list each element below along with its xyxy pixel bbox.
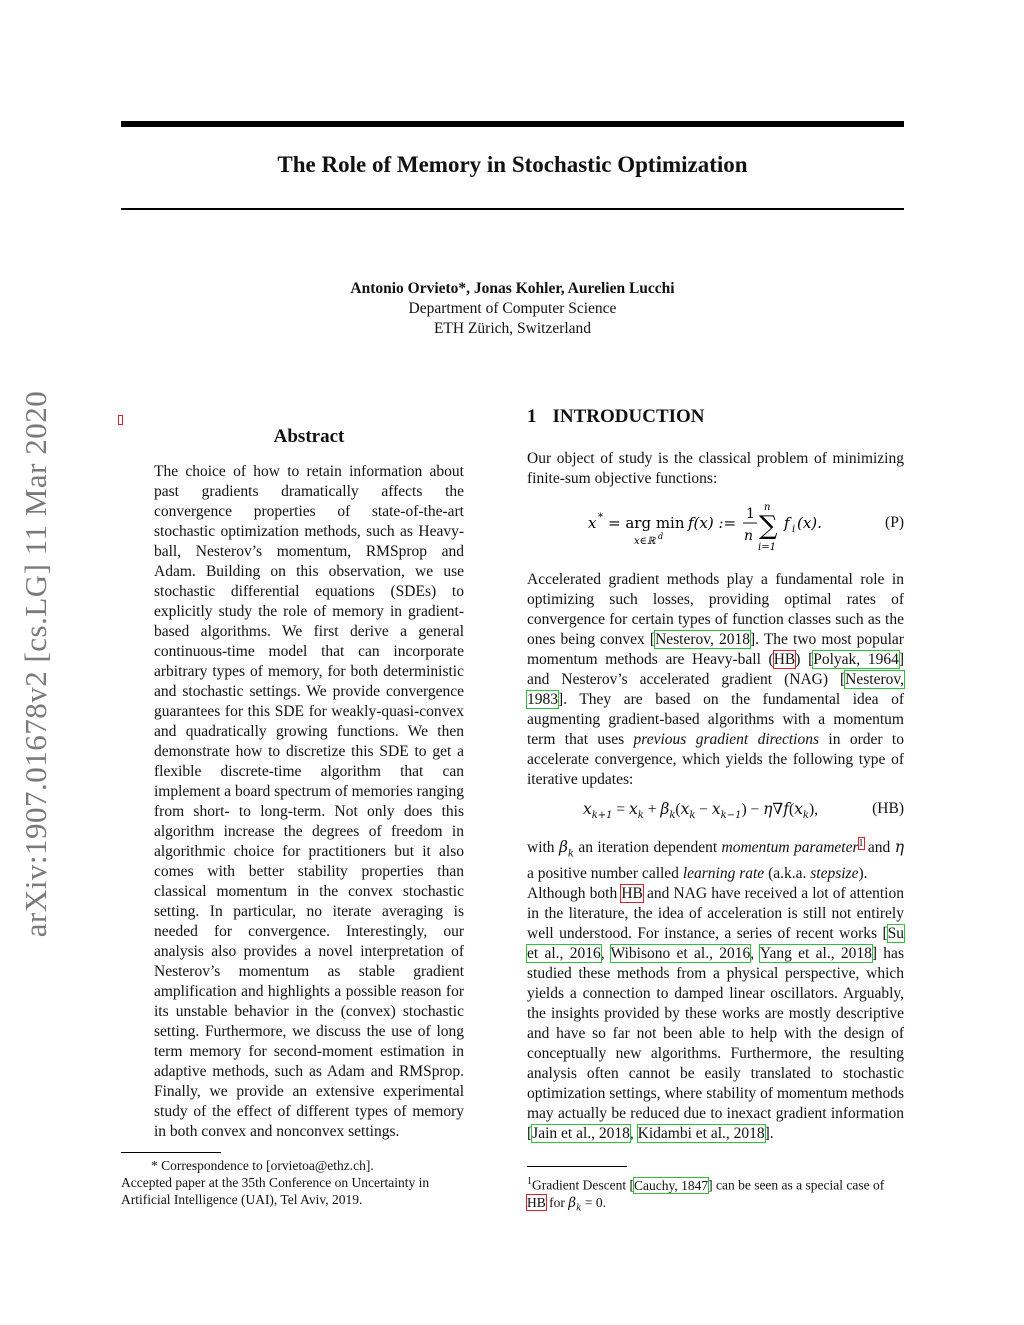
equation-hb-body: $x_{k+1} = x_k + \beta_k(x_k - x_{k-1}) - \eta\nabla f(x_k)$, <box>582 800 818 822</box>
cite-polyak-1964[interactable]: Polyak, 1964 <box>813 651 899 668</box>
paper-title: The Role of Memory in Stochastic Optimization <box>277 152 748 177</box>
section-heading-introduction <box>527 406 721 428</box>
p4-text-d: ]. <box>764 1125 774 1142</box>
accepted-note: Accepted paper at the 35th Conference on Uncertainty in Artificial Intelligence (UAI), Tel Aviv, 2019. <box>121 1175 430 1207</box>
p3-emphasis-learning-rate: learning rate <box>682 865 765 883</box>
p3-emphasis-stepsize: stepsize <box>810 865 859 883</box>
ref-hb-2[interactable]: HB <box>621 885 643 902</box>
arxiv-stamp[interactable]: arXiv:1907.01678v2 [cs.LG] 11 Mar 2020 <box>18 390 53 938</box>
p2-text-b: ]. The two most popular momentum methods are Heavy-ball ( <box>527 631 904 668</box>
p2-text-c: ) [ <box>795 651 814 668</box>
abstract-text: The choice of how to retain information about past gradients dramatically affects the convergence properties of state-of-the-art stochastic optimization methods, such as Heavy-ball, Nesterov’s momentum, RMSprop and Adam. Building on this observation, we use stochastic differential equations (SDEs) to explicitly study the role of memory in gradient-based algorithms. We first derive a general continuous-time model that can incorporate arbitrary types of memory, for both deterministic and stochastic settings. We provide convergence guarantees for this SDE for weakly-quasi-convex and quadratically growing functions. We then demonstrate how to discretize this SDE to get a flexible discrete-time algorithm that can implement a board spectrum of memories ranging from short- to long-term. Not only does this algorithm increase the degrees of freedom in algorithmic choice for practitioners but it also comes with better stability properties than classical momentum in the convex stochastic setting. In particular, no iterate averaging is needed for convergence. Interestingly, our analysis also provides a novel interpretation of Nesterov’s momentum as stable gradient amplification and highlights a possible reason for its unstable behavior in the (convex) stochastic setting. Furthermore, we discuss the use of long term memory for second-moment estimation in adaptive methods, such as Adam and RMSprop. Finally, we provide an extensive experimental study of the effect of different types of memory in both convex and nonconvex settings. <box>154 463 464 1140</box>
cite-kidambi-2018[interactable]: Kidambi et al., 2018 <box>637 1125 765 1142</box>
intro-paragraph-2 <box>527 570 904 790</box>
p2-text-e: ]. They are based on the fundamental idea of augmenting gradient-based algorithms with a momentum term that uses <box>527 691 904 748</box>
title-rule <box>121 208 904 210</box>
ref-hb-3[interactable]: HB <box>527 1194 546 1210</box>
svg-text:i: i <box>791 524 795 535</box>
cite-nesterov-1983[interactable]: Nesterov, 1983 <box>527 671 904 708</box>
p2-text-a: Accelerated gradient methods play a fundamental role in optimizing such losses, providing optimal rates of convergence for certain types of function classes such as the ones being convex [ <box>527 571 904 648</box>
footnote-link-marker[interactable] <box>118 415 123 425</box>
affiliation-institution: ETH Zürich, Switzerland <box>433 320 592 337</box>
equation-p <box>527 498 904 554</box>
author-block <box>121 279 904 339</box>
svg-text:f: f <box>783 514 790 532</box>
svg-text:i=1: i=1 <box>757 542 776 553</box>
ref-hb[interactable]: HB <box>773 651 796 668</box>
p3-text-d: a positive number called <box>527 865 683 883</box>
footnote-1-text-a: Gradient Descent [ <box>532 1177 634 1193</box>
svg-text:= arg min: = arg min <box>607 514 685 532</box>
intro-paragraph-3: with $\beta_k$ an iteration dependent momentum parameter$^1$ and η a positive number called learning rate (a.k.a. stepsize). <box>527 838 904 883</box>
p3-text-b: an iteration dependent <box>573 839 722 857</box>
footnote-1-text-b: ] can be seen as a special case of <box>708 1177 885 1193</box>
footnote-1: $^1$Gradient Descent [Cauchy, 1847] can be seen as a special case of HB for $\beta_k = 0$. <box>527 1176 885 1214</box>
p3-text-c: and <box>863 839 895 857</box>
p4-text-a: Although both <box>527 885 622 902</box>
svg-text:n: n <box>743 528 753 544</box>
intro-paragraph-4: Although both HB and NAG have received a lot of attention in the literature, the idea of acceleration is still not entirely well understood. For instance, a series of recent works [Su et al., 2016, Wibisono et al., 2016, Yang et al., 2018] has studied these methods from a physical perspective, which yields a connection to damped linear oscillators. Arguably, the insights provided by these works are mostly descriptive and have so far not been able to help with the design of conceptually new algorithms. Furthermore, the resulting analysis often cannot be easily translated to stochastic optimization settings, where stability of momentum methods may actually be reduced due to inexact gradient information [Jain et al., 2018, Kidambi et al., 2018]. <box>527 885 904 1142</box>
svg-text:d: d <box>657 532 663 541</box>
svg-text:x∈ℝ: x∈ℝ <box>633 536 655 547</box>
cite-yang-2018[interactable]: Yang et al., 2018 <box>759 945 872 962</box>
svg-text:(x).: (x). <box>796 514 822 532</box>
footnote-rule-right <box>527 1166 627 1167</box>
equation-hb-tag: (HB) <box>872 800 904 817</box>
p3-text-e: (a.k.a. <box>764 865 811 883</box>
svg-text:*: * <box>597 512 603 523</box>
intro-paragraph-1: Our object of study is the classical problem of minimizing finite-sum objective functions: <box>527 450 904 487</box>
svg-text:∑: ∑ <box>758 511 778 541</box>
p2-text-f: in order to accelerate convergence, which yields the following type of iterative updates: <box>527 731 904 788</box>
cite-wibisono-2016[interactable]: Wibisono et al., 2016 <box>610 945 751 962</box>
p3-emphasis-momentum: momentum parameter <box>721 839 859 857</box>
equation-p-math <box>586 498 846 554</box>
svg-text:f(x) :=: f(x) := <box>687 514 736 532</box>
equation-p-body <box>527 498 904 559</box>
cite-su-2016[interactable]: Su et al., 2016 <box>527 925 904 962</box>
p2-emphasis: previous gradient directions <box>633 731 820 748</box>
cite-nesterov-2018[interactable]: Nesterov, 2018 <box>655 631 750 648</box>
affiliation-department: Department of Computer Science <box>408 300 617 317</box>
svg-text:1: 1 <box>745 506 755 522</box>
author-names: Antonio Orvieto*, Jonas Kohler, Aurelien Lucchi <box>350 280 675 297</box>
footnotes-left <box>121 1157 476 1208</box>
footnote-1-mark: 1 <box>527 1176 532 1187</box>
footnote-rule-left <box>121 1152 221 1153</box>
section-title: INTRODUCTION <box>552 406 705 427</box>
footnote-ref-1[interactable]: 1 <box>858 838 864 849</box>
p3-text-f: ). <box>858 865 868 883</box>
p4-text-b: and NAG have received a lot of attention in the literature, the idea of acceleration is still not entirely well understood. For instance, a series of recent works [ <box>527 885 904 942</box>
section-number: 1 <box>527 406 537 427</box>
abstract-heading: Abstract <box>273 426 345 447</box>
p2-text-d: ] and Nesterov’s accelerated gradient (NAG) [ <box>527 651 904 688</box>
cite-cauchy-1847[interactable]: Cauchy, 1847 <box>633 1177 709 1193</box>
equation-p-tag: (P) <box>885 514 904 531</box>
p4-text-c: ] has studied these methods from a physical perspective, which yields a connection to damped linear oscillators. Arguably, the insights provided by these works are mostly descriptive and have so far not been able to help with the design of conceptually new algorithms. Furthermore, the resulting analysis often cannot be easily translated to stochastic optimization settings, where stability of momentum methods may actually be reduced due to inexact gradient information [ <box>527 945 904 1142</box>
top-rule <box>121 121 904 127</box>
equation-hb <box>527 800 904 824</box>
footnote-1-text-c: for <box>545 1194 569 1210</box>
p3-text-a: with <box>527 839 559 857</box>
cite-jain-2018[interactable]: Jain et al., 2018 <box>532 1125 630 1142</box>
correspondence-footnote: * Correspondence to [orvietoa@ethz.ch]. <box>151 1158 374 1173</box>
svg-text:x: x <box>587 514 596 532</box>
svg-text:n: n <box>763 502 770 513</box>
